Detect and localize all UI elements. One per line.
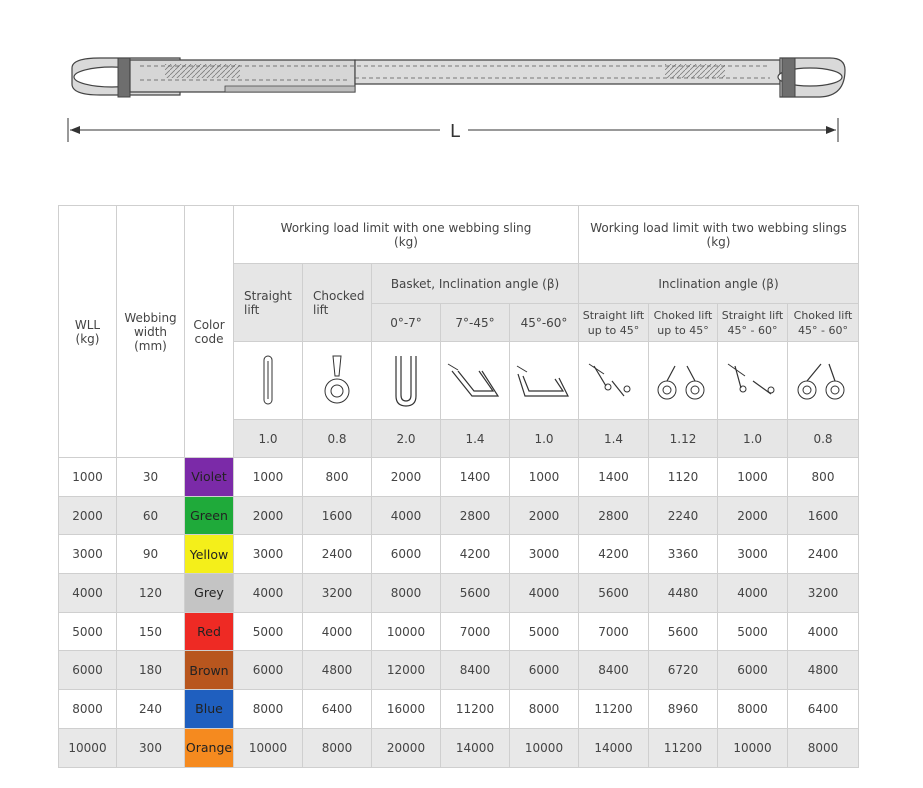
- table-row: [59, 574, 859, 613]
- wll-cell: 6000: [59, 651, 117, 690]
- header-two-choked-45: Choked lift up to 45°: [649, 304, 718, 342]
- load-value-cell: 3200: [788, 574, 859, 613]
- load-value-cell: 2000: [510, 496, 579, 535]
- header-one-sling: Working load limit with one webbing sling (kg): [234, 206, 579, 264]
- load-value-cell: 1600: [303, 496, 372, 535]
- load-value-cell: 8000: [510, 690, 579, 729]
- load-value-cell: 4000: [788, 612, 859, 651]
- webbing-width-cell: 30: [117, 458, 185, 497]
- load-value-cell: 2800: [441, 496, 510, 535]
- load-value-cell: 4000: [510, 574, 579, 613]
- load-value-cell: 6000: [234, 651, 303, 690]
- load-value-cell: 2400: [788, 535, 859, 574]
- load-value-cell: 1000: [718, 458, 788, 497]
- load-value-cell: 4000: [718, 574, 788, 613]
- load-value-cell: 8000: [718, 690, 788, 729]
- factor-cell: 0.8: [788, 420, 859, 458]
- load-value-cell: 10000: [372, 612, 441, 651]
- webbing-width-cell: 240: [117, 690, 185, 729]
- load-value-cell: 2800: [579, 496, 649, 535]
- color-code-cell: Yellow: [185, 535, 234, 574]
- load-value-cell: 3000: [718, 535, 788, 574]
- wll-cell: 10000: [59, 728, 117, 767]
- load-value-cell: 6400: [788, 690, 859, 729]
- wll-cell: 5000: [59, 612, 117, 651]
- webbing-width-cell: 60: [117, 496, 185, 535]
- load-value-cell: 1000: [510, 458, 579, 497]
- factor-cell: 1.4: [579, 420, 649, 458]
- basket-angle-icon: [441, 342, 510, 420]
- factor-cell: 1.0: [510, 420, 579, 458]
- color-code-cell: Red: [185, 612, 234, 651]
- load-value-cell: 2400: [303, 535, 372, 574]
- webbing-width-cell: 300: [117, 728, 185, 767]
- header-wll: WLL (kg): [59, 206, 117, 458]
- color-code-cell: Violet: [185, 458, 234, 497]
- load-value-cell: 8400: [579, 651, 649, 690]
- two-leg-straight-wide-icon: [718, 342, 788, 420]
- header-two-slings: Working load limit with two webbing slings (kg): [579, 206, 859, 264]
- webbing-width-cell: 90: [117, 535, 185, 574]
- header-inclination: Inclination angle (β): [579, 264, 859, 304]
- load-value-cell: 4000: [372, 496, 441, 535]
- load-value-cell: 7000: [441, 612, 510, 651]
- load-value-cell: 4000: [303, 612, 372, 651]
- load-value-cell: 5600: [441, 574, 510, 613]
- load-value-cell: 10000: [510, 728, 579, 767]
- basket-vertical-icon: [372, 342, 441, 420]
- load-value-cell: 3000: [510, 535, 579, 574]
- load-value-cell: 14000: [441, 728, 510, 767]
- table-row: [59, 458, 859, 497]
- choked-lift-icon: [303, 342, 372, 420]
- load-value-cell: 4200: [579, 535, 649, 574]
- table-row: [59, 612, 859, 651]
- load-value-cell: 6000: [372, 535, 441, 574]
- load-value-cell: 2000: [718, 496, 788, 535]
- load-value-cell: 4000: [234, 574, 303, 613]
- load-value-cell: 1120: [649, 458, 718, 497]
- load-value-cell: 8000: [372, 574, 441, 613]
- load-value-cell: 7000: [579, 612, 649, 651]
- load-value-cell: 5600: [649, 612, 718, 651]
- load-value-cell: 800: [303, 458, 372, 497]
- load-value-cell: 1000: [234, 458, 303, 497]
- factor-cell: 1.4: [441, 420, 510, 458]
- load-value-cell: 10000: [234, 728, 303, 767]
- color-code-cell: Blue: [185, 690, 234, 729]
- webbing-width-cell: 120: [117, 574, 185, 613]
- load-value-cell: 4800: [303, 651, 372, 690]
- webbing-width-cell: 150: [117, 612, 185, 651]
- load-value-cell: 800: [788, 458, 859, 497]
- header-two-straight-60: Straight lift 45° - 60°: [718, 304, 788, 342]
- load-value-cell: 8400: [441, 651, 510, 690]
- load-value-cell: 1400: [441, 458, 510, 497]
- load-value-cell: 8000: [303, 728, 372, 767]
- wll-cell: 3000: [59, 535, 117, 574]
- factor-cell: 1.0: [234, 420, 303, 458]
- wll-cell: 8000: [59, 690, 117, 729]
- load-value-cell: 2000: [234, 496, 303, 535]
- load-value-cell: 1400: [579, 458, 649, 497]
- load-limit-table: [58, 205, 859, 768]
- factor-cell: 2.0: [372, 420, 441, 458]
- load-value-cell: 14000: [579, 728, 649, 767]
- header-choked-lift: Chocked lift: [303, 264, 372, 342]
- color-code-cell: Grey: [185, 574, 234, 613]
- load-value-cell: 11200: [579, 690, 649, 729]
- load-value-cell: 1600: [788, 496, 859, 535]
- load-value-cell: 3000: [234, 535, 303, 574]
- length-label: L: [449, 121, 461, 142]
- load-value-cell: 8960: [649, 690, 718, 729]
- load-value-cell: 20000: [372, 728, 441, 767]
- load-value-cell: 6000: [718, 651, 788, 690]
- factor-cell: 1.12: [649, 420, 718, 458]
- header-two-choked-60: Choked lift 45° - 60°: [788, 304, 859, 342]
- header-basket-45-60: 45°-60°: [510, 304, 579, 342]
- header-webbing-width: Webbing width (mm): [117, 206, 185, 458]
- factor-cell: 0.8: [303, 420, 372, 458]
- load-value-cell: 8000: [788, 728, 859, 767]
- color-code-cell: Brown: [185, 651, 234, 690]
- table-row: [59, 535, 859, 574]
- load-value-cell: 16000: [372, 690, 441, 729]
- load-value-cell: 11200: [649, 728, 718, 767]
- color-code-cell: Orange: [185, 728, 234, 767]
- load-value-cell: 8000: [234, 690, 303, 729]
- load-value-cell: 10000: [718, 728, 788, 767]
- header-color-code: Color code: [185, 206, 234, 458]
- load-value-cell: 6720: [649, 651, 718, 690]
- load-value-cell: 4800: [788, 651, 859, 690]
- load-value-cell: 2240: [649, 496, 718, 535]
- load-value-cell: 12000: [372, 651, 441, 690]
- straight-lift-icon: [234, 342, 303, 420]
- load-value-cell: 5600: [579, 574, 649, 613]
- load-value-cell: 6000: [510, 651, 579, 690]
- load-value-cell: 2000: [372, 458, 441, 497]
- wll-cell: 2000: [59, 496, 117, 535]
- webbing-width-cell: 180: [117, 651, 185, 690]
- color-code-cell: Green: [185, 496, 234, 535]
- header-two-straight-45: Straight lift up to 45°: [579, 304, 649, 342]
- table-row: [59, 690, 859, 729]
- header-straight-lift: Straight lift: [234, 264, 303, 342]
- load-value-cell: 5000: [510, 612, 579, 651]
- load-value-cell: 5000: [718, 612, 788, 651]
- wll-cell: 4000: [59, 574, 117, 613]
- table-row: [59, 651, 859, 690]
- header-basket-0-7: 0°-7°: [372, 304, 441, 342]
- load-value-cell: 11200: [441, 690, 510, 729]
- load-value-cell: 4200: [441, 535, 510, 574]
- two-leg-choked-icon: [649, 342, 718, 420]
- load-value-cell: 3360: [649, 535, 718, 574]
- basket-wide-angle-icon: [510, 342, 579, 420]
- load-value-cell: 3200: [303, 574, 372, 613]
- two-leg-choked-wide-icon: [788, 342, 859, 420]
- factor-cell: 1.0: [718, 420, 788, 458]
- load-value-cell: 4480: [649, 574, 718, 613]
- wll-cell: 1000: [59, 458, 117, 497]
- load-value-cell: 6400: [303, 690, 372, 729]
- table-row: [59, 728, 859, 767]
- load-value-cell: 5000: [234, 612, 303, 651]
- header-basket-7-45: 7°-45°: [441, 304, 510, 342]
- header-basket: Basket, Inclination angle (β): [372, 264, 579, 304]
- table-row: [59, 496, 859, 535]
- webbing-sling-illustration: [0, 0, 923, 160]
- two-leg-straight-icon: [579, 342, 649, 420]
